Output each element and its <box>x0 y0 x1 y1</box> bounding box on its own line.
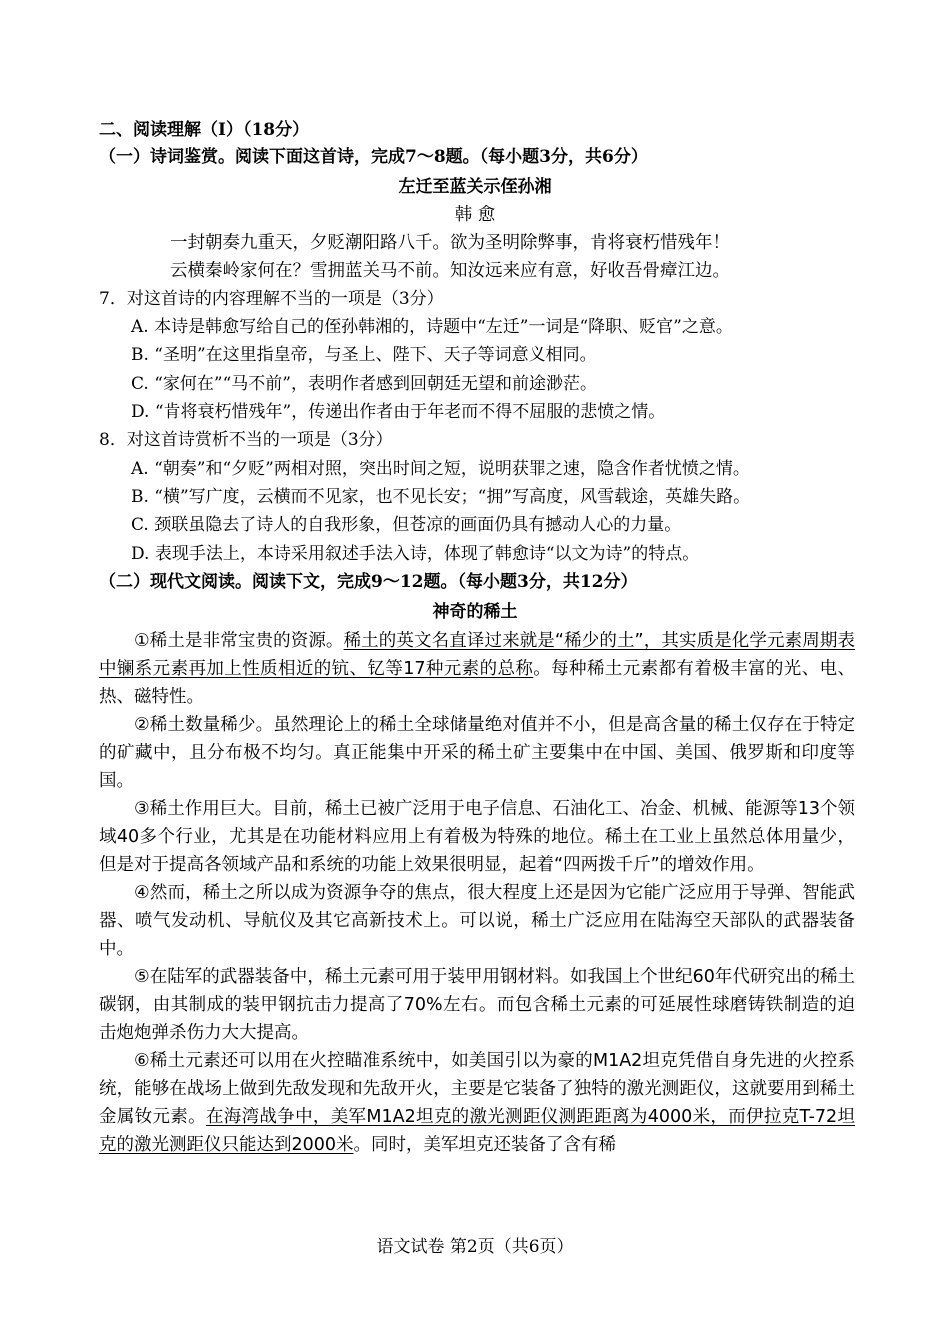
q8-option-c: C. 颈联虽隐去了诗人的自我形象，但苍凉的画面仍具有撼动人心的力量。 <box>131 515 682 535</box>
q8-option-b: B. “横”写广度，云横而不见家，也不见长安；“拥”写高度，风雪载途，英雄失路。 <box>131 487 751 507</box>
poem-line-1: 一封朝奏九重天，夕贬潮阳路八千。欲为圣明除弊事，肯将衰朽惜残年！ <box>170 233 730 253</box>
q8-stem: 8．对这首诗赏析不当的一项是（3分） <box>99 430 393 450</box>
paragraph-1-end: 。每种稀土元素都有着极丰富的光、电、热、磁特性。 <box>99 659 855 707</box>
paragraph-6-start: ⑥稀土元素还可以用在火控瞄准系统中，如美国引以为豪的M1A2坦克凭借自身先进的火控系统，能够在战场上做到先敌发现和先敌开火，主要是它装备了独特的激光测距仪，这就要用到稀土金属钕元素。 <box>99 1051 855 1127</box>
section-title: 二、阅读理解（Ⅰ）（18分） <box>99 120 310 140</box>
poem-author: 韩 愈 <box>454 205 496 225</box>
q7-option-d: D. “肯将衰朽惜残年”，传递出作者由于年老而不得不屈服的悲愤之情。 <box>131 402 666 422</box>
paragraph-5: ⑤在陆军的武器装备中，稀土元素可用于装甲用钢材料。如我国上个世纪60年代研究出的稀土碳钢，由其制成的装甲钢抗击力提高了70%左右。而包含稀土元素的可延展性球磨铸铁制造的迫击炮炮弹杀伤力大大提高。 <box>99 967 855 1043</box>
q8-option-a: A. “朝奏”和“夕贬”两相对照，突出时间之短，说明获罪之速，隐含作者忧愤之情。 <box>131 459 750 479</box>
paragraph-3: ③稀土作用巨大。目前，稀土已被广泛用于电子信息、石油化工、冶金、机械、能源等13个领域40多个行业，尤其是在功能材料应用上有着极为特殊的地位。稀土在工业上虽然总体用量少，但是对于提高各领域产品和系统的功能上效果很明显，起着“四两拨千斤”的增效作用。 <box>99 799 855 875</box>
q8-option-d: D. 表现手法上，本诗采用叙述手法入诗，体现了韩愈诗“以文为诗”的特点。 <box>131 544 700 564</box>
paragraph-6-end: 。同时，美军坦克还装备了含有稀 <box>353 1135 617 1155</box>
paragraph-2: ②稀土数量稀少。虽然理论上的稀土全球储量绝对值并不小，但是高含量的稀土仅存在于特定的矿藏中，且分布极不均匀。真正能集中开采的稀土矿主要集中在中国、美国、俄罗斯和印度等国。 <box>99 715 855 791</box>
paragraph-6-underlined: 在海湾战争中，美军M1A2坦克的激光测距仪测距距离为4000米，而伊拉克T-72坦克的激光测距仪只能达到2000米 <box>99 1107 856 1155</box>
poem-line-2: 云横秦岭家何在？雪拥蓝关马不前。知汝远来应有意，好收吾骨瘴江边。 <box>170 261 730 281</box>
part2-heading: （二）现代文阅读。阅读下文，完成9～12题。（每小题3分，共12分） <box>99 572 638 592</box>
paragraph-1 <box>99 627 855 711</box>
paragraph-4: ④然而，稀土之所以成为资源争夺的焦点，很大程度上还是因为它能广泛应用于导弹、智能武器、喷气发动机、导航仪及其它高新技术上。可以说，稀土广泛应用在陆海空天部队的武器装备中。 <box>99 883 855 959</box>
q7-stem: 7．对这首诗的内容理解不当的一项是（3分） <box>99 289 444 309</box>
part1-heading: （一）诗词鉴赏。阅读下面这首诗，完成7～8题。（每小题3分，共6分） <box>99 147 648 167</box>
q7-option-b: B. “圣明”在这里指皇帝，与圣上、陛下、天子等词意义相同。 <box>131 345 597 365</box>
poem-title: 左迁至蓝关示侄孙湘 <box>398 177 552 197</box>
article-title: 神奇的稀土 <box>432 602 518 622</box>
paragraph-1-underlined: 稀土的英文名直译过来就是“稀少的土”，其实质是化学元素周期表中镧系元素再加上性质相近的钪、钇等17种元素的总称 <box>99 631 855 679</box>
paragraph-6 <box>99 1047 855 1159</box>
paragraph-1-start: ①稀土是非常宝贵的资源。 <box>134 631 344 651</box>
article-body <box>99 627 855 1159</box>
q7-option-c: C. “家何在”“马不前”，表明作者感到回朝廷无望和前途渺茫。 <box>131 374 597 394</box>
page-footer: 语文试卷 第2页（共6页） <box>376 1237 574 1257</box>
q7-option-a: A. 本诗是韩愈写给自己的侄孙韩湘的，诗题中“左迁”一词是“降职、贬官”之意。 <box>131 317 733 337</box>
